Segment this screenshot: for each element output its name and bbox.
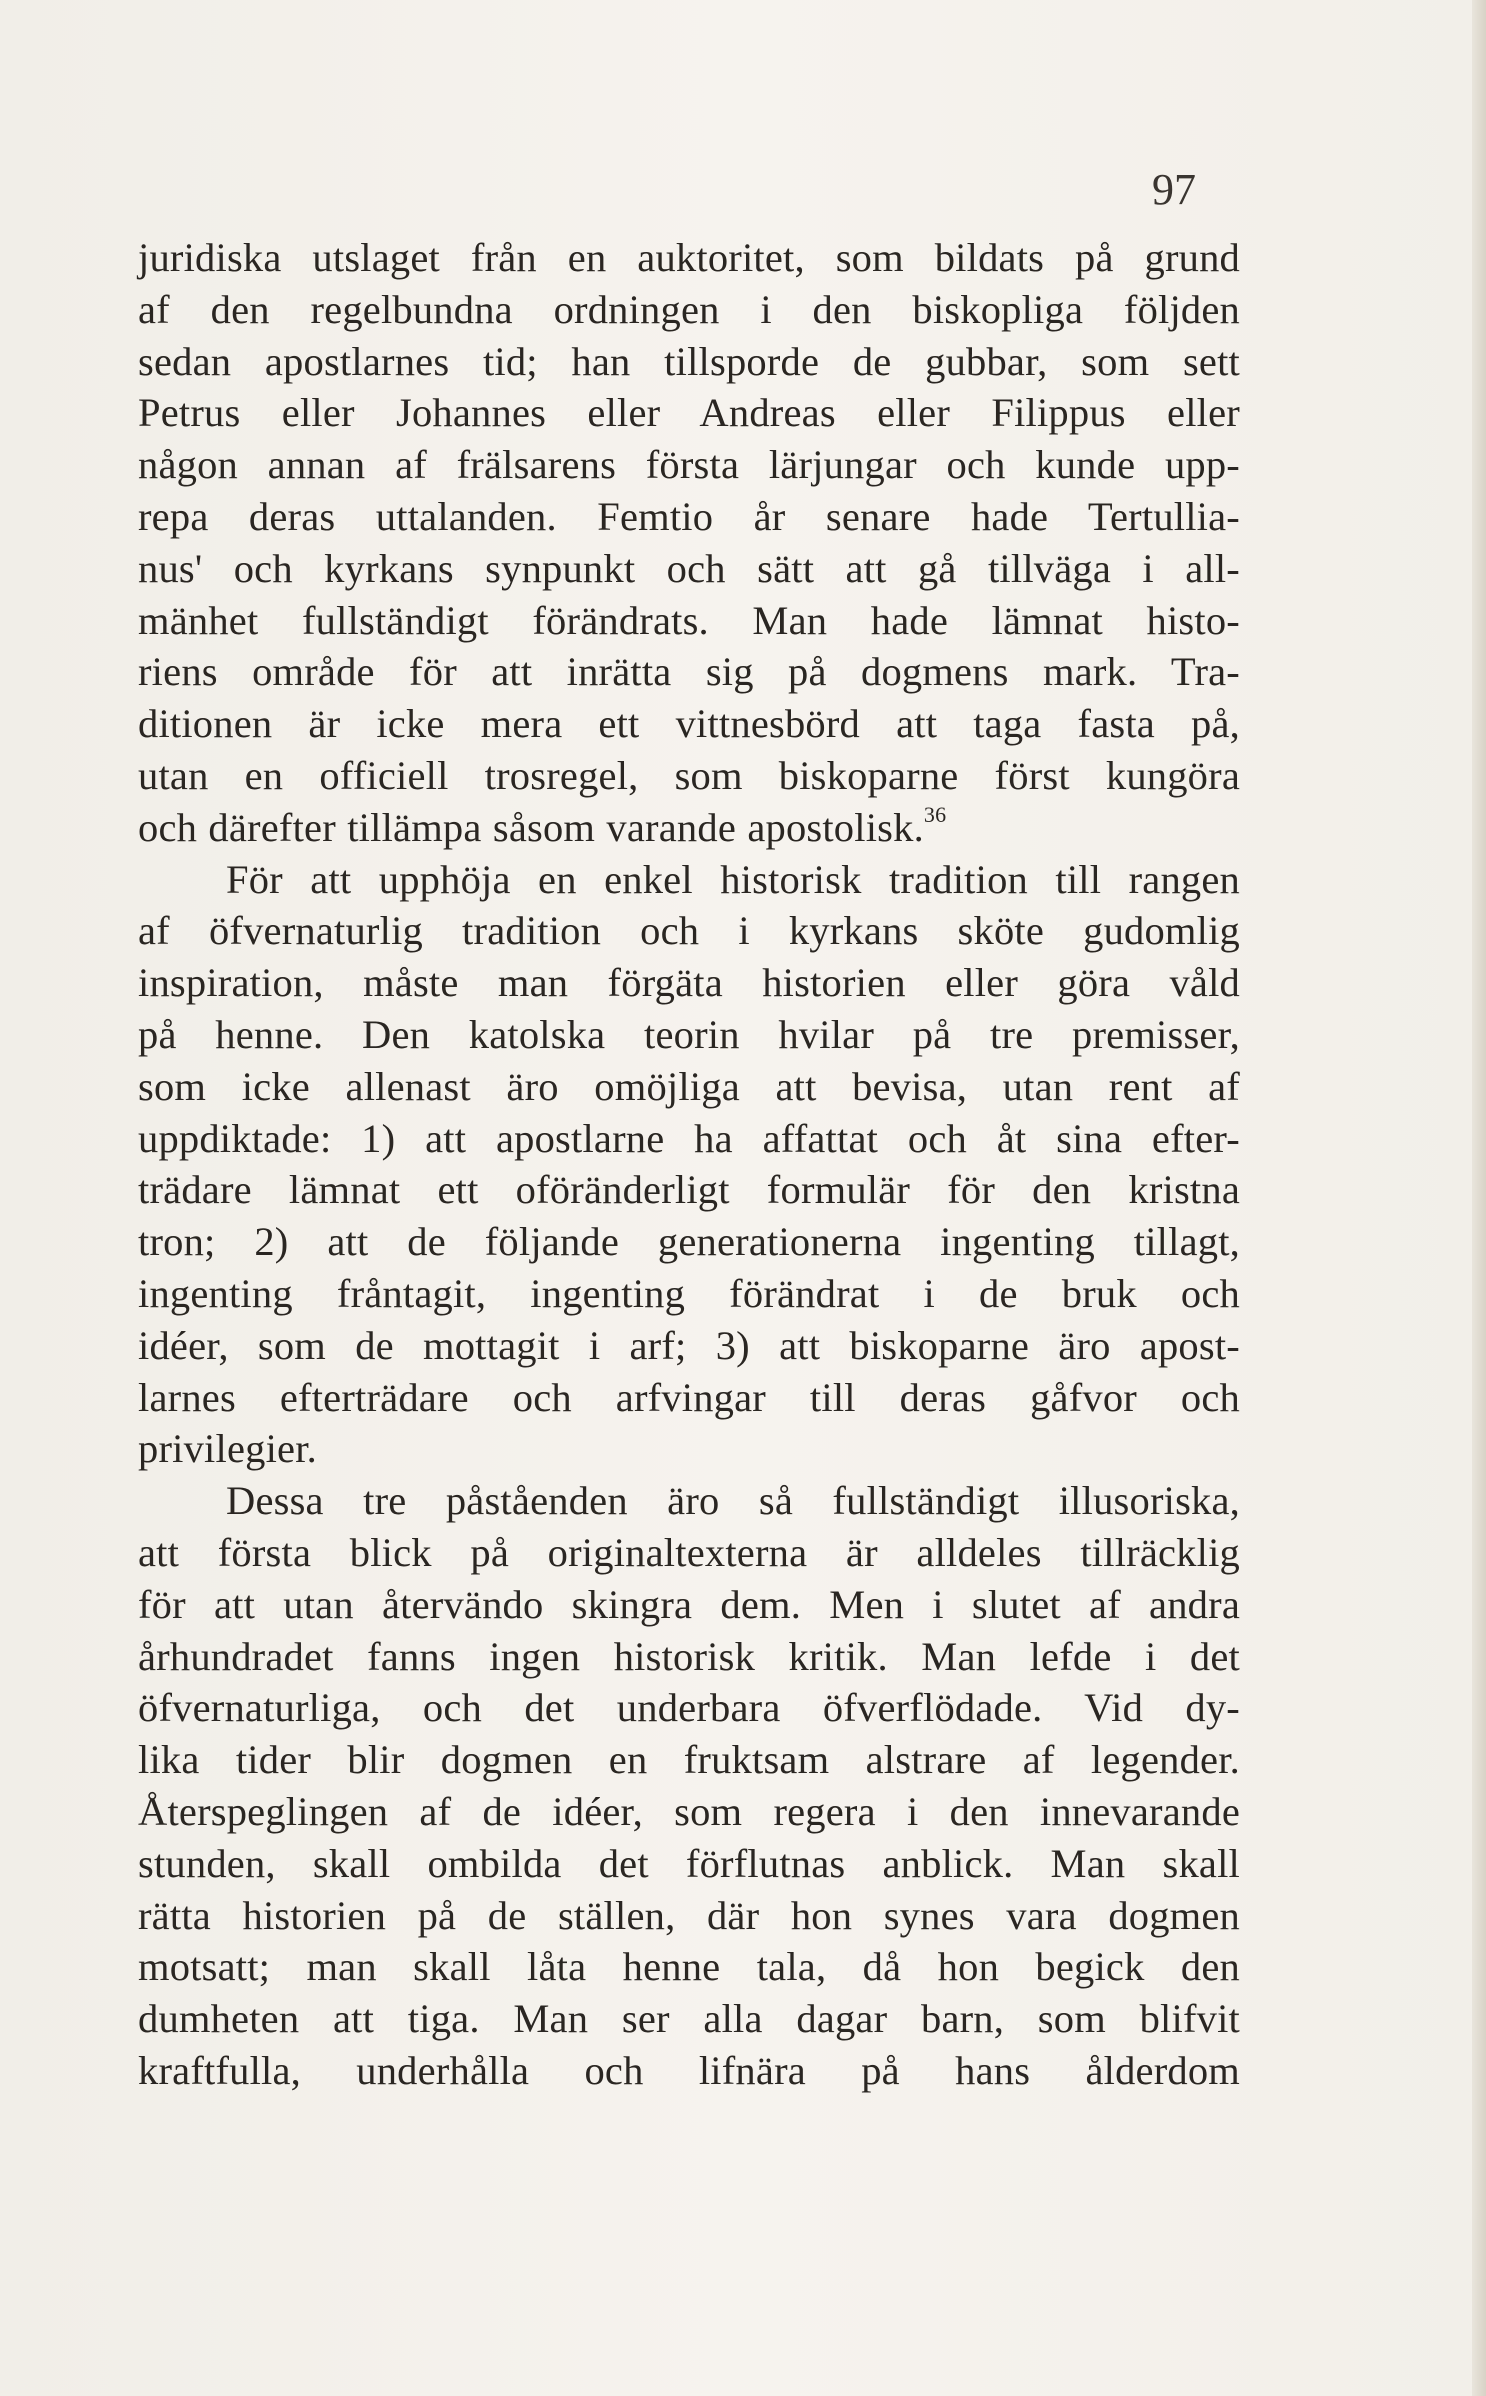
text-line [138,1475,1240,1527]
text-line: uppdiktade: 1) att apostlarne ha affattat och åt sina efter- [138,1115,1240,1161]
text-line: som icke allenast äro omöjliga att bevisa, utan rent af [138,1063,1240,1109]
text-line: dumheten att tiga. Man ser alla dagar barn, som blifvit [138,1996,1240,2042]
text-line: inspiration, måste man förgäta historien eller göra våld [138,960,1240,1006]
paragraph-3 [138,1475,1240,2097]
text-line: att första blick på originaltexterna är alldeles tillräcklig [138,1529,1240,1575]
text-line: utan en officiell trosregel, som biskoparne först kungöra [138,752,1240,798]
page-number: 97 [1152,165,1196,214]
text-line: århundradet fanns ingen historisk kritik. Man lefde i det [138,1633,1240,1679]
text-line: Petrus eller Johannes eller Andreas eller Filippus eller [138,390,1240,436]
text-line: stunden, skall ombilda det förflutnas anblick. Man skall [138,1840,1240,1886]
footnote-reference[interactable]: 36 [923,802,947,828]
text-line: öfvernaturliga, och det underbara öfverflödade. Vid dy- [138,1685,1240,1731]
text-line: riens område för att inrätta sig på dogmens mark. Tra- [138,649,1240,695]
page-edge-shadow [1472,0,1486,2396]
paragraph-2 [138,854,1240,1476]
text-line: ingenting fråntagit, ingenting förändrat i de bruk och [138,1270,1240,1316]
text-line-last: privilegier. [138,1426,317,1472]
text-line: rätta historien på de ställen, där hon synes vara dogmen [138,1892,1240,1938]
text-line: ditionen är icke mera ett vittnesbörd att taga fasta på, [138,701,1240,747]
paragraph-1 [138,232,1240,854]
text-line-last [138,802,1240,854]
text-line: kraftfulla, underhålla och lifnära på hans ålderdom [138,2047,1240,2093]
text-line [138,854,1240,906]
text-line: tron; 2) att de följande generationerna ingenting tillagt, [138,1219,1240,1265]
text-line: Återspeglingen af de idéer, som regera i den innevarande [138,1788,1240,1834]
text-line: sedan apostlarnes tid; han tillsporde de gubbar, som sett [138,338,1240,384]
text-line: nus' och kyrkans synpunkt och sätt att gå tillväga i all- [138,545,1240,591]
text-line: repa deras uttalanden. Femtio år senare hade Tertullia- [138,493,1240,539]
text-line-content: Dessa tre påståenden äro så fullständigt illusoriska, [226,1478,1240,1524]
text-line: lika tider blir dogmen en fruktsam alstrare af legender. [138,1737,1240,1783]
text-line: af den regelbundna ordningen i den biskopliga följden [138,286,1240,332]
text-line: någon annan af frälsarens första lärjungar och kunde upp- [138,442,1240,488]
body-text [138,232,1240,2097]
text-line: juridiska utslaget från en auktoritet, som bildats på grund [138,235,1240,280]
text-line: trädare lämnat ett oföränderligt formulär för den kristna [138,1167,1240,1213]
text-line: larnes efterträdare och arfvingar till deras gåfvor och [138,1374,1240,1420]
text-line: af öfvernaturlig tradition och i kyrkans sköte gudomlig [138,908,1240,954]
text-line: mänhet fullständigt förändrats. Man hade lämnat histo- [138,597,1240,643]
text-line-content: För att upphöja en enkel historisk tradition till rangen [226,856,1240,902]
text-line: på henne. Den katolska teorin hvilar på tre premisser, [138,1011,1240,1057]
text-line: motsatt; man skall låta henne tala, då hon begick den [138,1944,1240,1990]
text-line: idéer, som de mottagit i arf; 3) att biskoparne äro apost- [138,1322,1240,1368]
text-line: för att utan återvändo skingra dem. Men i slutet af andra [138,1581,1240,1627]
text-line-content: och därefter tillämpa såsom varande apostolisk. [138,804,924,850]
